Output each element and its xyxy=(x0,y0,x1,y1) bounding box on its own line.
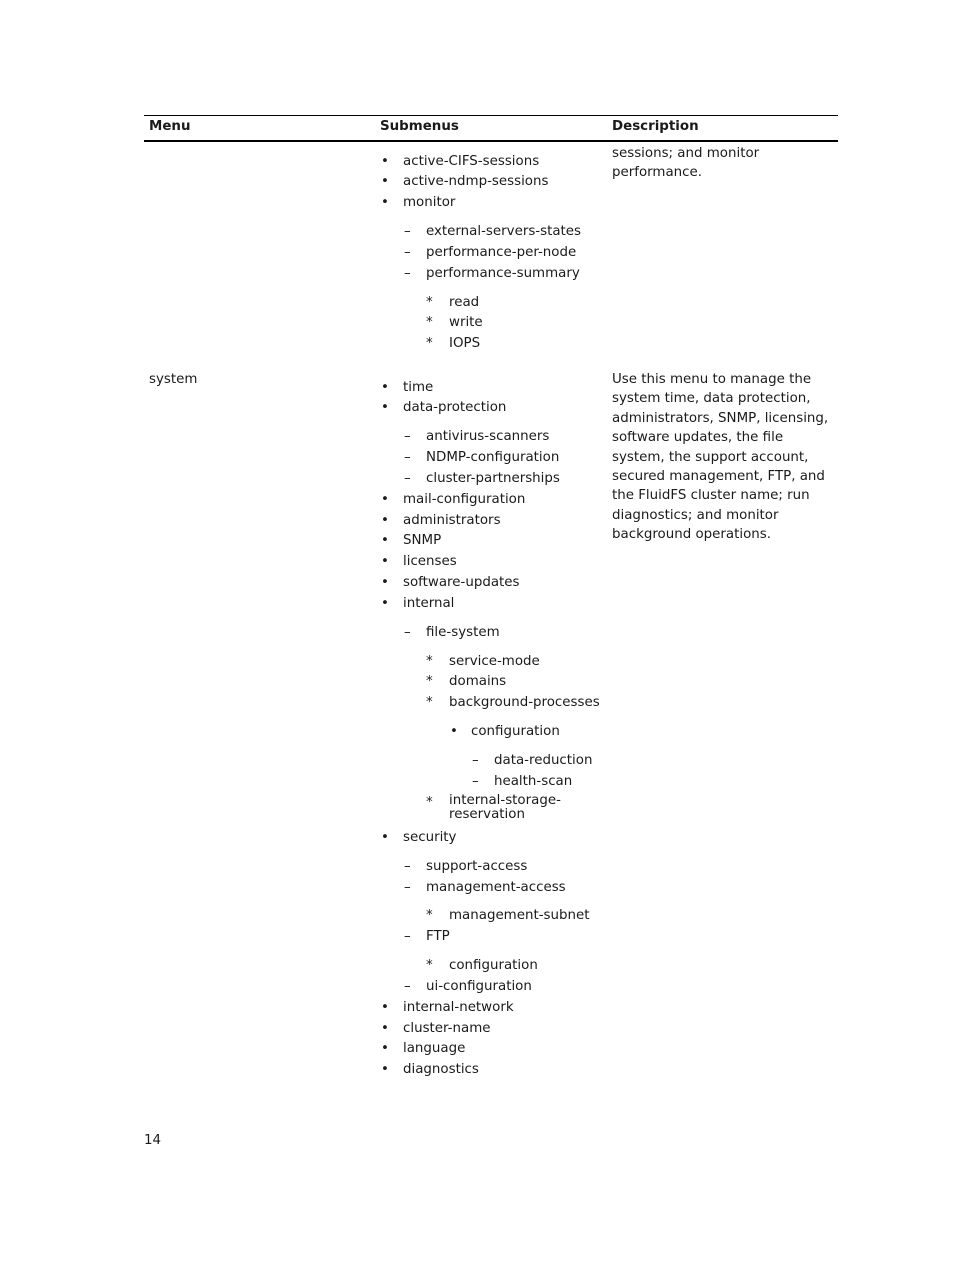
submenu-item: configuration xyxy=(471,724,560,739)
list-marker: * xyxy=(426,315,433,330)
list-marker: – xyxy=(404,625,411,640)
submenu-item: external-servers-states xyxy=(426,224,582,239)
submenu-item: SNMP xyxy=(403,533,442,548)
list-marker: • xyxy=(381,575,389,590)
submenu-item: management-access xyxy=(426,880,566,895)
submenu-item: service-mode xyxy=(449,654,540,669)
submenu-item: file-system xyxy=(426,625,500,640)
list-marker: • xyxy=(381,1021,389,1036)
submenu-item: licenses xyxy=(403,554,457,569)
submenu-item: support-access xyxy=(426,859,528,874)
list-marker: * xyxy=(426,695,433,710)
header-submenus: Submenus xyxy=(380,119,459,134)
submenu-item: monitor xyxy=(403,195,456,210)
submenu-item: antivirus-scanners xyxy=(426,429,550,444)
submenu-item: administrators xyxy=(403,513,501,528)
submenu-item: active-CIFS-sessions xyxy=(403,154,540,169)
submenu-item: cluster-partnerships xyxy=(426,471,560,486)
list-marker: • xyxy=(381,1062,389,1077)
list-marker: • xyxy=(381,513,389,528)
submenu-item: IOPS xyxy=(449,336,481,351)
submenu-item: internal xyxy=(403,596,455,611)
submenu-item: performance-per-node xyxy=(426,245,577,260)
submenu-item: write xyxy=(449,315,483,330)
submenu-item: active-ndmp-sessions xyxy=(403,174,549,189)
submenu-item: health-scan xyxy=(494,774,573,789)
list-marker: – xyxy=(404,245,411,260)
list-marker: • xyxy=(381,1000,389,1015)
submenu-item: performance-summary xyxy=(426,266,580,281)
table-header-rule xyxy=(144,140,838,142)
table-top-rule xyxy=(144,115,838,116)
submenu-item: security xyxy=(403,830,457,845)
submenu-item: management-subnet xyxy=(449,908,590,923)
submenu-item: internal-network xyxy=(403,1000,514,1015)
page-number: 14 xyxy=(144,1133,162,1148)
list-marker: • xyxy=(381,1041,389,1056)
submenu-item: cluster-name xyxy=(403,1021,491,1036)
list-marker: * xyxy=(426,295,433,310)
list-marker: • xyxy=(381,596,389,611)
list-marker: * xyxy=(426,674,433,689)
list-marker: – xyxy=(404,429,411,444)
list-marker: – xyxy=(404,266,411,281)
list-marker: * xyxy=(426,336,433,351)
list-marker: • xyxy=(381,830,389,845)
submenu-item: configuration xyxy=(449,958,538,973)
submenu-item: data-protection xyxy=(403,400,507,415)
list-marker: – xyxy=(404,471,411,486)
list-marker: – xyxy=(472,774,479,789)
description-cell-system: Use this menu to manage the system time, data protection, administrators, SNMP, licensing, software updates, the file system, the support account, secured management, FTP, and the FluidFS cluster name; run diagnostics; and monitor background operations. xyxy=(612,372,829,543)
submenu-item: read xyxy=(449,295,480,310)
list-marker: – xyxy=(404,450,411,465)
submenu-item: ui-configuration xyxy=(426,979,532,994)
submenu-item: time xyxy=(403,380,434,395)
submenu-item: language xyxy=(403,1041,466,1056)
list-marker: – xyxy=(404,929,411,944)
submenu-item: background-processes xyxy=(449,695,600,710)
list-marker: • xyxy=(381,400,389,415)
header-menu: Menu xyxy=(149,119,191,134)
list-marker: * xyxy=(426,958,433,973)
submenu-item: data-reduction xyxy=(494,753,593,768)
list-marker: – xyxy=(472,753,479,768)
submenu-item: domains xyxy=(449,674,507,689)
list-marker: • xyxy=(381,554,389,569)
submenu-item: diagnostics xyxy=(403,1062,479,1077)
list-marker: * xyxy=(426,795,433,810)
submenu-item: FTP xyxy=(426,929,450,944)
description-cell-continued: sessions; and monitor performance. xyxy=(612,146,760,181)
submenu-item: software-updates xyxy=(403,575,520,590)
submenu-item: mail-configuration xyxy=(403,492,526,507)
list-marker: – xyxy=(404,979,411,994)
list-marker: • xyxy=(381,492,389,507)
list-marker: • xyxy=(381,174,389,189)
list-marker: – xyxy=(404,224,411,239)
header-description: Description xyxy=(612,119,699,134)
list-marker: * xyxy=(426,908,433,923)
submenu-item: NDMP-configuration xyxy=(426,450,560,465)
submenu-item: internal-storage-reservation xyxy=(449,793,561,822)
list-marker: • xyxy=(381,195,389,210)
list-marker: • xyxy=(381,533,389,548)
list-marker: – xyxy=(404,859,411,874)
list-marker: • xyxy=(450,724,458,739)
list-marker: • xyxy=(381,154,389,169)
list-marker: • xyxy=(381,380,389,395)
menu-cell-system: system xyxy=(149,372,198,387)
list-marker: * xyxy=(426,654,433,669)
list-marker: – xyxy=(404,880,411,895)
